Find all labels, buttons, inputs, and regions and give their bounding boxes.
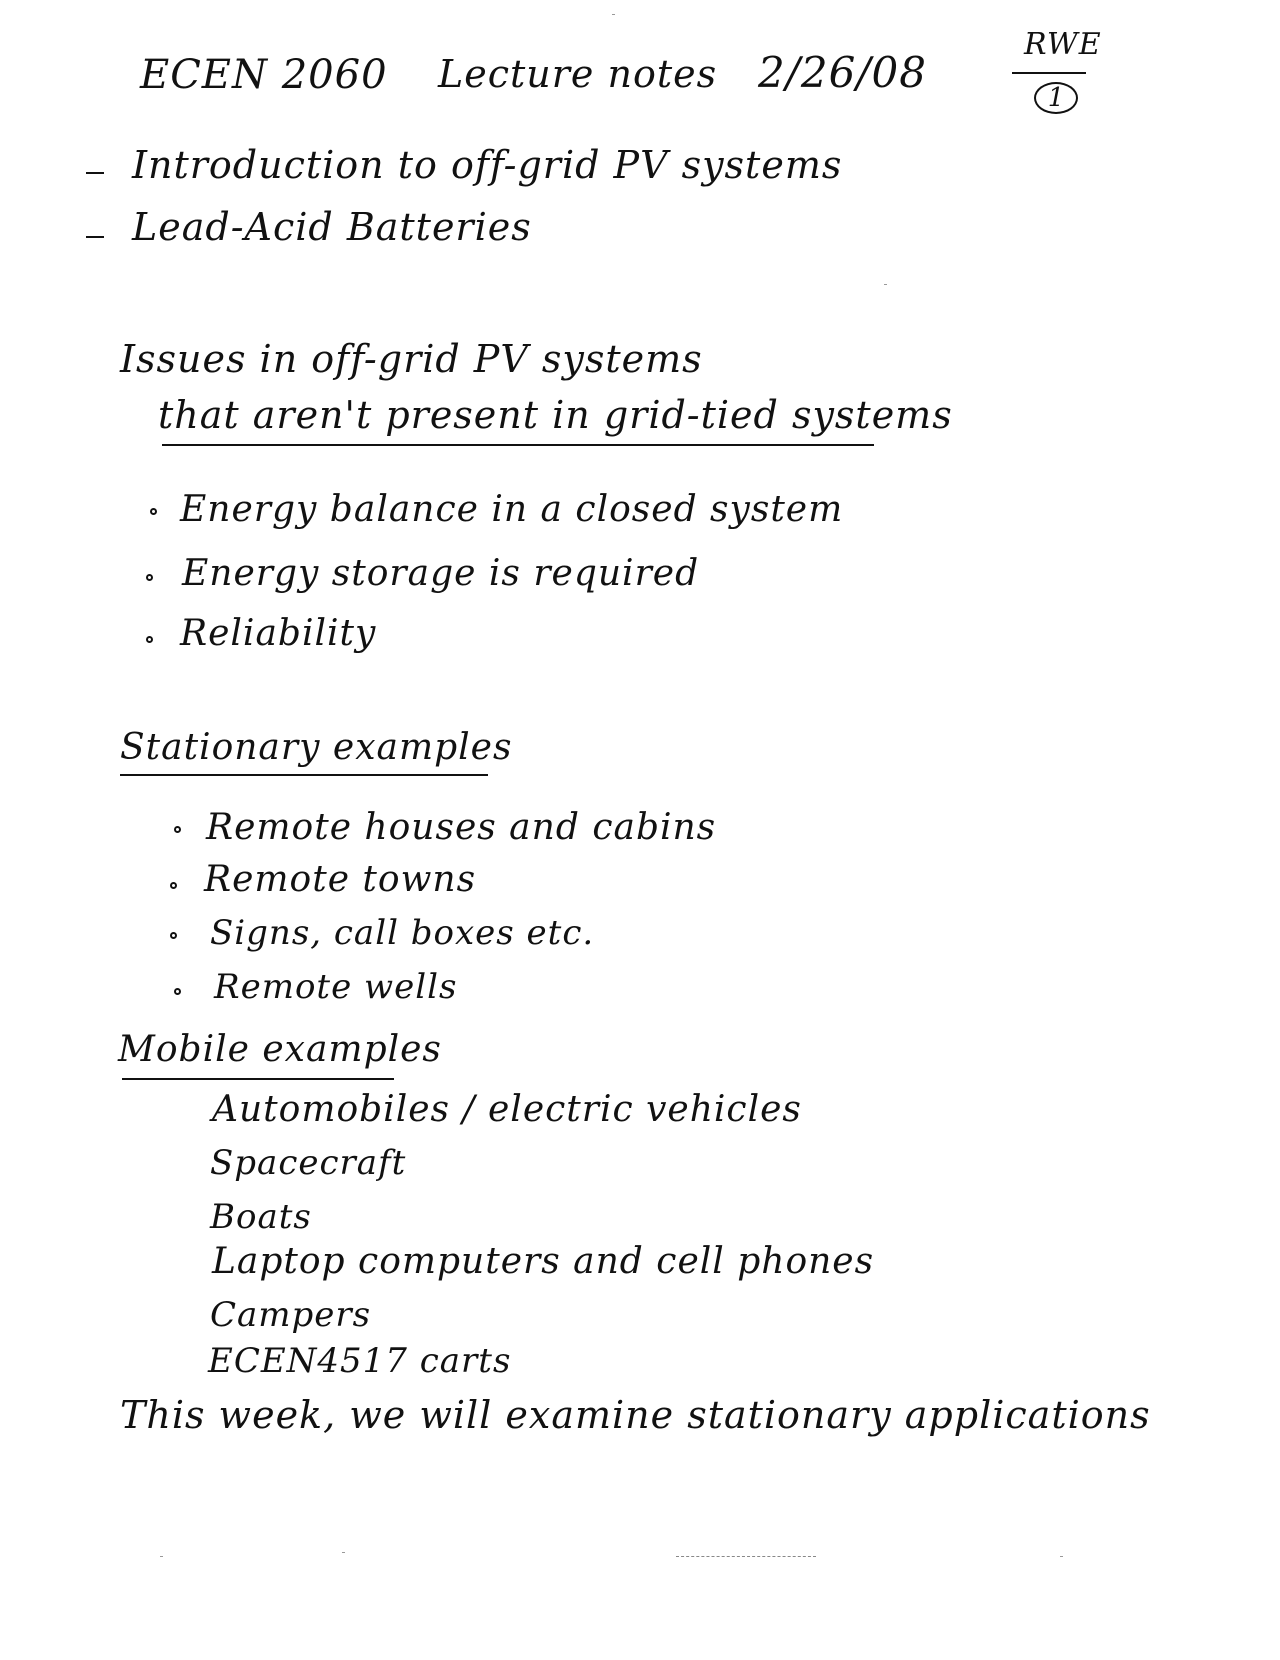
stationary-heading-underline <box>120 774 488 776</box>
issue-item: Energy storage is required <box>182 553 700 594</box>
mobile-heading-underline <box>122 1078 394 1080</box>
list-bullet <box>174 988 181 995</box>
scan-speck <box>676 1556 816 1557</box>
issues-heading-underline <box>162 444 874 446</box>
lecture-date: 2/26/08 <box>758 48 927 97</box>
topic-dash <box>86 172 104 174</box>
mobile-item: Campers <box>210 1295 372 1335</box>
mobile-item: Boats <box>210 1197 312 1237</box>
stationary-item: Remote wells <box>214 967 458 1007</box>
scan-speck <box>884 284 887 285</box>
list-bullet <box>150 508 157 515</box>
page-number: 1 <box>1034 82 1078 114</box>
stationary-item: Signs, call boxes etc. <box>210 913 595 953</box>
mobile-item: Spacecraft <box>210 1143 407 1183</box>
author-initials: RWE <box>1024 27 1102 62</box>
closing-statement: This week, we will examine stationary applications <box>120 1393 1151 1437</box>
list-bullet <box>146 636 153 643</box>
list-bullet <box>146 574 153 581</box>
stationary-item: Remote towns <box>204 859 477 900</box>
list-bullet <box>170 882 177 889</box>
issues-heading-line1: Issues in off-grid PV systems <box>120 337 703 381</box>
scan-speck <box>342 1552 345 1553</box>
topic-item: Lead-Acid Batteries <box>132 205 532 249</box>
issue-item: Energy balance in a closed system <box>180 489 844 530</box>
topic-dash <box>86 236 104 238</box>
initials-underline <box>1012 72 1086 74</box>
scan-speck <box>612 14 615 15</box>
document-type: Lecture notes <box>438 52 718 96</box>
list-bullet <box>170 932 177 939</box>
course-code: ECEN 2060 <box>140 52 388 98</box>
list-bullet <box>174 826 181 833</box>
issues-heading-line2: that aren't present in grid-tied systems <box>158 393 953 437</box>
topic-item: Introduction to off-grid PV systems <box>132 143 843 187</box>
mobile-item: Automobiles / electric vehicles <box>212 1089 802 1130</box>
issue-item: Reliability <box>180 613 377 654</box>
mobile-item: Laptop computers and cell phones <box>212 1241 875 1282</box>
scan-speck <box>160 1556 163 1557</box>
mobile-heading: Mobile examples <box>118 1029 442 1070</box>
scan-speck <box>1060 1556 1063 1557</box>
mobile-item: ECEN4517 carts <box>208 1341 512 1381</box>
stationary-heading: Stationary examples <box>120 727 513 768</box>
stationary-item: Remote houses and cabins <box>206 807 717 848</box>
